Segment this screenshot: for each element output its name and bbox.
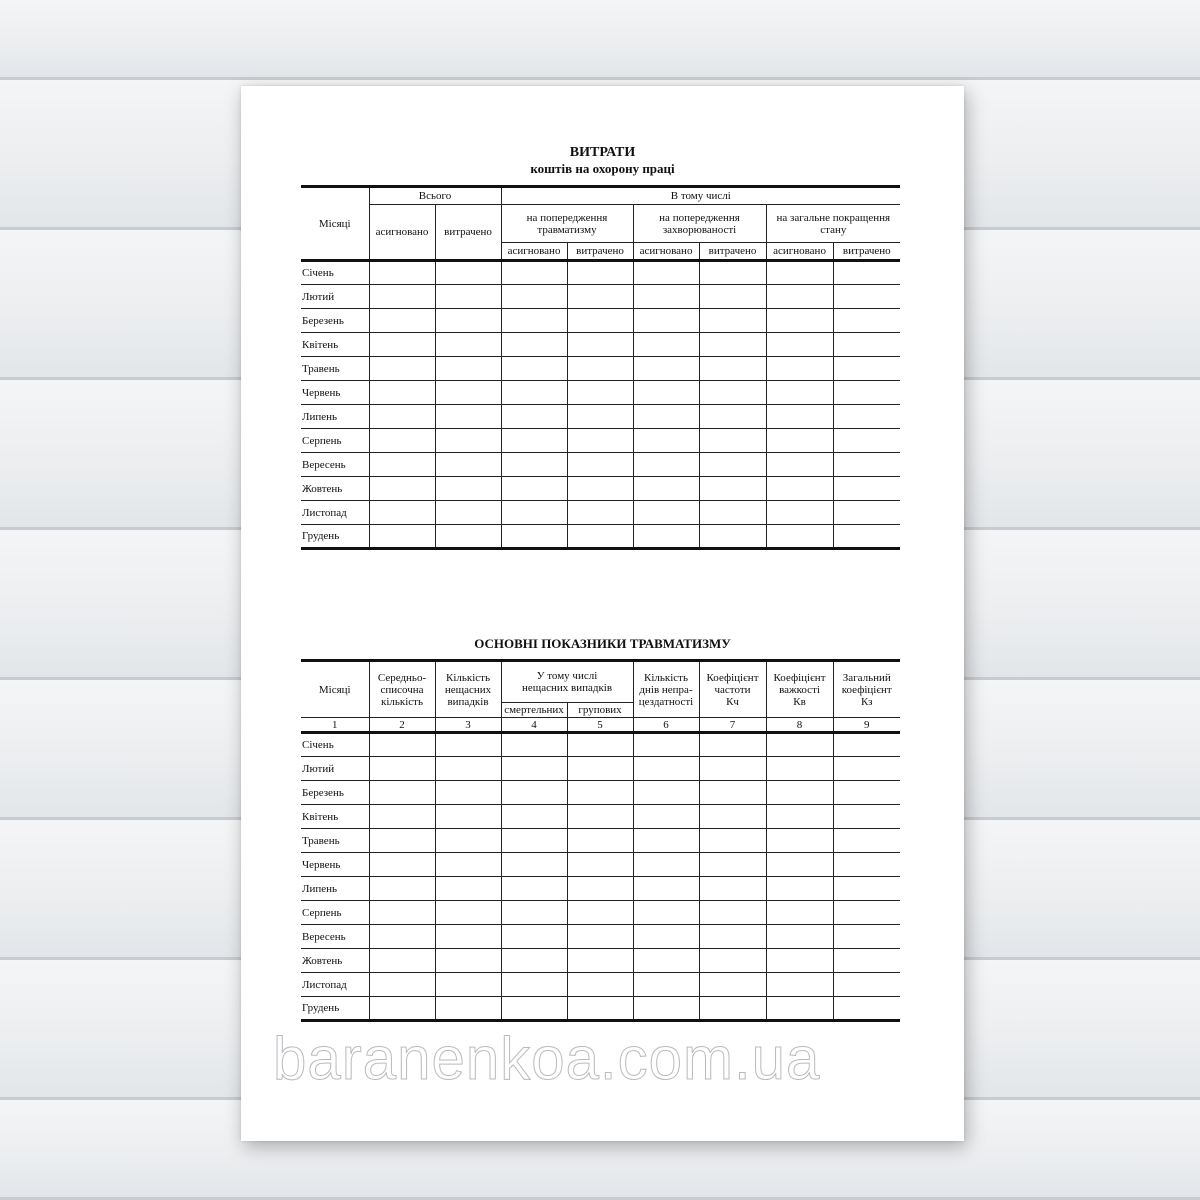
table-cell[interactable] (633, 757, 699, 781)
table-cell[interactable] (766, 877, 833, 901)
table-cell[interactable] (633, 781, 699, 805)
table-cell[interactable] (699, 973, 766, 997)
expenses-subtitle: коштів на охорону праці (530, 161, 675, 176)
table-cell[interactable] (369, 829, 435, 853)
month-label: Серпень (301, 429, 369, 453)
table-cell[interactable] (833, 285, 900, 309)
table-cell[interactable] (369, 877, 435, 901)
table-cell[interactable] (435, 309, 501, 333)
wood-plank (0, 0, 1200, 80)
header-severity-label: Коефіцієнт важкості (773, 671, 826, 696)
table-cell[interactable] (435, 829, 501, 853)
month-label: Лютий (301, 757, 369, 781)
month-label: Липень (301, 877, 369, 901)
table-cell[interactable] (633, 525, 699, 549)
table-cell[interactable] (833, 901, 900, 925)
table-row (301, 733, 900, 757)
column-number: 2 (369, 718, 435, 733)
month-label: Лютий (301, 285, 369, 309)
table-cell[interactable] (766, 429, 833, 453)
watermark: baranenkoa.com.ua (273, 1025, 821, 1092)
table-cell[interactable] (633, 429, 699, 453)
table-cell[interactable] (633, 381, 699, 405)
table-cell[interactable] (833, 525, 900, 549)
header-disease-allocated: асигновано (633, 243, 699, 261)
table-cell[interactable] (766, 901, 833, 925)
header-including-line1: У тому числі (536, 670, 598, 682)
header-group-disease: на попередження захворюваності (633, 205, 766, 243)
column-number: 4 (501, 718, 567, 733)
table-row (301, 829, 900, 853)
table-cell[interactable] (833, 949, 900, 973)
table-cell[interactable] (766, 501, 833, 525)
table-row (301, 949, 900, 973)
table-cell[interactable] (833, 781, 900, 805)
header-including-line2: нещасних випадків (521, 682, 613, 694)
table-cell[interactable] (766, 781, 833, 805)
header-injury-spent: витрачено (567, 243, 633, 261)
table-row (301, 477, 900, 501)
column-number: 7 (699, 718, 766, 733)
table-cell[interactable] (435, 477, 501, 501)
table-row (301, 381, 900, 405)
table-cell[interactable] (633, 733, 699, 757)
table-cell[interactable] (369, 901, 435, 925)
table-cell[interactable] (567, 901, 633, 925)
table-cell[interactable] (699, 309, 766, 333)
table-cell[interactable] (633, 925, 699, 949)
table-cell[interactable] (766, 525, 833, 549)
table-cell[interactable] (369, 757, 435, 781)
table-cell[interactable] (766, 261, 833, 285)
table-cell[interactable] (833, 501, 900, 525)
table-cell[interactable] (633, 997, 699, 1021)
month-label: Січень (301, 733, 369, 757)
table-cell[interactable] (833, 829, 900, 853)
table-cell[interactable] (633, 829, 699, 853)
table-row (301, 261, 900, 285)
table-cell[interactable] (833, 925, 900, 949)
table-cell[interactable] (699, 477, 766, 501)
month-label: Січень (301, 261, 369, 285)
table-cell[interactable] (369, 261, 435, 285)
header-disease-spent: витрачено (699, 243, 766, 261)
table-cell[interactable] (501, 477, 567, 501)
table-row (301, 997, 900, 1021)
table-cell[interactable] (699, 733, 766, 757)
table-cell[interactable] (833, 309, 900, 333)
header-months: Місяці (301, 187, 369, 261)
document-page (241, 86, 964, 1141)
header-frequency-symbol: Кч (726, 695, 739, 708)
table-cell[interactable] (501, 949, 567, 973)
header-total: Всього (369, 187, 501, 205)
month-label: Червень (301, 381, 369, 405)
table-row (301, 757, 900, 781)
table-cell[interactable] (699, 429, 766, 453)
table-cell[interactable] (699, 405, 766, 429)
table-cell[interactable] (699, 829, 766, 853)
table-cell[interactable] (501, 901, 567, 925)
column-number: 3 (435, 718, 501, 733)
table-cell[interactable] (699, 997, 766, 1021)
table-cell[interactable] (633, 949, 699, 973)
table-cell[interactable] (435, 525, 501, 549)
table-cell[interactable] (699, 261, 766, 285)
table-cell[interactable] (567, 781, 633, 805)
injury-table (301, 659, 900, 1022)
table-cell[interactable] (567, 525, 633, 549)
table-cell[interactable] (833, 973, 900, 997)
table-row (301, 853, 900, 877)
injury-table-body (301, 733, 900, 1021)
table-cell[interactable] (766, 997, 833, 1021)
table-cell[interactable] (435, 949, 501, 973)
table-cell[interactable] (369, 781, 435, 805)
month-label: Квітень (301, 805, 369, 829)
table-cell[interactable] (633, 973, 699, 997)
table-cell[interactable] (369, 285, 435, 309)
header-total-allocated: асигновано (369, 205, 435, 261)
month-label: Вересень (301, 453, 369, 477)
table-cell[interactable] (369, 733, 435, 757)
table-cell[interactable] (501, 877, 567, 901)
table-cell[interactable] (435, 877, 501, 901)
table-cell[interactable] (699, 285, 766, 309)
table-cell[interactable] (633, 805, 699, 829)
table-cell[interactable] (833, 381, 900, 405)
table-cell[interactable] (435, 757, 501, 781)
header-severity-coefficient (766, 661, 833, 718)
month-label: Жовтень (301, 477, 369, 501)
column-number: 5 (567, 718, 633, 733)
table-cell[interactable] (567, 333, 633, 357)
table-cell[interactable] (833, 429, 900, 453)
table-cell[interactable] (501, 501, 567, 525)
table-cell[interactable] (766, 925, 833, 949)
table-cell[interactable] (435, 501, 501, 525)
header-injury-allocated: асигновано (501, 243, 567, 261)
table-cell[interactable] (567, 733, 633, 757)
table-cell[interactable] (833, 997, 900, 1021)
table-cell[interactable] (435, 781, 501, 805)
table-cell[interactable] (435, 261, 501, 285)
table-row (301, 525, 900, 549)
table-cell[interactable] (501, 261, 567, 285)
header-severity-symbol: Кв (793, 695, 806, 708)
table-cell[interactable] (435, 357, 501, 381)
table-cell[interactable] (699, 805, 766, 829)
table-cell[interactable] (833, 477, 900, 501)
table-cell[interactable] (501, 829, 567, 853)
table-cell[interactable] (369, 381, 435, 405)
table-cell[interactable] (501, 381, 567, 405)
table-row (301, 877, 900, 901)
column-number: 1 (301, 718, 369, 733)
table-row (301, 357, 900, 381)
column-number: 8 (766, 718, 833, 733)
table-cell[interactable] (435, 973, 501, 997)
table-row (301, 405, 900, 429)
table-cell[interactable] (567, 949, 633, 973)
table-cell[interactable] (766, 477, 833, 501)
expenses-table-body (301, 261, 900, 549)
table-cell[interactable] (501, 453, 567, 477)
table-cell[interactable] (766, 453, 833, 477)
table-row (301, 333, 900, 357)
table-cell[interactable] (567, 877, 633, 901)
month-label: Серпень (301, 901, 369, 925)
table-cell[interactable] (567, 757, 633, 781)
header-average-headcount: Середньо-списочна кількість (369, 661, 435, 718)
table-cell[interactable] (435, 901, 501, 925)
table-cell[interactable] (633, 357, 699, 381)
table-cell[interactable] (833, 757, 900, 781)
table-cell[interactable] (435, 733, 501, 757)
table-cell[interactable] (501, 357, 567, 381)
table-cell[interactable] (435, 453, 501, 477)
table-cell[interactable] (567, 429, 633, 453)
table-cell[interactable] (699, 525, 766, 549)
table-cell[interactable] (501, 805, 567, 829)
table-cell[interactable] (766, 381, 833, 405)
table-cell[interactable] (699, 877, 766, 901)
table-cell[interactable] (633, 285, 699, 309)
table-cell[interactable] (633, 405, 699, 429)
header-group-general: на загальне покращення стану (766, 205, 900, 243)
header-including: В тому числі (501, 187, 900, 205)
table-cell[interactable] (369, 925, 435, 949)
header-including (501, 661, 633, 703)
month-label: Квітень (301, 333, 369, 357)
table-cell[interactable] (501, 973, 567, 997)
table-cell[interactable] (501, 925, 567, 949)
column-number: 6 (633, 718, 699, 733)
table-cell[interactable] (567, 381, 633, 405)
table-cell[interactable] (369, 333, 435, 357)
table-row (301, 925, 900, 949)
table-cell[interactable] (435, 381, 501, 405)
table-cell[interactable] (833, 853, 900, 877)
table-cell[interactable] (766, 357, 833, 381)
table-cell[interactable] (501, 853, 567, 877)
header-general-coefficient (833, 661, 900, 718)
table-cell[interactable] (633, 901, 699, 925)
table-cell[interactable] (766, 333, 833, 357)
table-cell[interactable] (833, 733, 900, 757)
month-label: Жовтень (301, 949, 369, 973)
table-cell[interactable] (369, 973, 435, 997)
table-cell[interactable] (633, 453, 699, 477)
table-cell[interactable] (567, 853, 633, 877)
expenses-title: ВИТРАТИ (569, 145, 636, 160)
table-cell[interactable] (501, 429, 567, 453)
table-cell[interactable] (501, 525, 567, 549)
table-cell[interactable] (501, 285, 567, 309)
table-row (301, 501, 900, 525)
table-cell[interactable] (766, 309, 833, 333)
table-cell[interactable] (766, 405, 833, 429)
table-cell[interactable] (501, 781, 567, 805)
table-cell[interactable] (567, 309, 633, 333)
table-cell[interactable] (501, 333, 567, 357)
table-cell[interactable] (369, 853, 435, 877)
table-cell[interactable] (567, 805, 633, 829)
table-cell[interactable] (699, 357, 766, 381)
table-row (301, 901, 900, 925)
table-cell[interactable] (633, 261, 699, 285)
column-number: 9 (833, 718, 900, 733)
table-cell[interactable] (833, 405, 900, 429)
table-cell[interactable] (567, 261, 633, 285)
month-label: Червень (301, 853, 369, 877)
table-cell[interactable] (699, 901, 766, 925)
table-cell[interactable] (699, 333, 766, 357)
table-cell[interactable] (435, 285, 501, 309)
table-cell[interactable] (435, 997, 501, 1021)
table-cell[interactable] (699, 853, 766, 877)
table-cell[interactable] (567, 285, 633, 309)
table-cell[interactable] (766, 829, 833, 853)
table-cell[interactable] (833, 261, 900, 285)
month-label: Травень (301, 357, 369, 381)
table-cell[interactable] (369, 357, 435, 381)
header-general-spent: витрачено (833, 243, 900, 261)
table-cell[interactable] (501, 997, 567, 1021)
table-row (301, 285, 900, 309)
table-cell[interactable] (766, 973, 833, 997)
table-cell[interactable] (633, 853, 699, 877)
header-fatal: смертельних (501, 703, 567, 718)
table-cell[interactable] (435, 925, 501, 949)
table-cell[interactable] (369, 405, 435, 429)
table-row (301, 781, 900, 805)
table-cell[interactable] (567, 925, 633, 949)
table-cell[interactable] (501, 733, 567, 757)
table-cell[interactable] (633, 477, 699, 501)
month-label: Березень (301, 781, 369, 805)
table-cell[interactable] (567, 973, 633, 997)
table-cell[interactable] (567, 453, 633, 477)
expenses-table (301, 185, 900, 550)
table-cell[interactable] (435, 805, 501, 829)
table-row (301, 453, 900, 477)
header-group: групових (567, 703, 633, 718)
month-label: Грудень (301, 997, 369, 1021)
table-cell[interactable] (369, 997, 435, 1021)
header-general-symbol: Кз (860, 695, 873, 708)
header-general-label: Загальний коефіцієнт (841, 671, 892, 696)
month-label: Вересень (301, 925, 369, 949)
table-cell[interactable] (699, 757, 766, 781)
header-frequency-label: Коефіцієнт частоти (706, 671, 759, 696)
month-label: Липень (301, 405, 369, 429)
table-cell[interactable] (369, 477, 435, 501)
table-cell[interactable] (766, 757, 833, 781)
table-cell[interactable] (633, 333, 699, 357)
table-row (301, 805, 900, 829)
month-label: Березень (301, 309, 369, 333)
month-label: Грудень (301, 525, 369, 549)
table-cell[interactable] (567, 477, 633, 501)
table-cell[interactable] (567, 829, 633, 853)
table-cell[interactable] (501, 405, 567, 429)
table-cell[interactable] (501, 757, 567, 781)
table-cell[interactable] (501, 309, 567, 333)
table-cell[interactable] (369, 525, 435, 549)
header-lost-days: Кількість днів непра-цездатності (633, 661, 699, 718)
table-cell[interactable] (699, 453, 766, 477)
month-label: Листопад (301, 501, 369, 525)
table-row (301, 429, 900, 453)
header-months: Місяці (301, 661, 369, 718)
table-cell[interactable] (833, 333, 900, 357)
table-cell[interactable] (633, 877, 699, 901)
header-group-injury: на попередження травматизму (501, 205, 633, 243)
table-cell[interactable] (833, 877, 900, 901)
table-cell[interactable] (435, 429, 501, 453)
header-total-spent: витрачено (435, 205, 501, 261)
table-cell[interactable] (833, 805, 900, 829)
header-general-allocated: асигновано (766, 243, 833, 261)
table-cell[interactable] (567, 357, 633, 381)
table-cell[interactable] (833, 453, 900, 477)
table-cell[interactable] (567, 501, 633, 525)
month-label: Травень (301, 829, 369, 853)
table-cell[interactable] (766, 853, 833, 877)
table-row (301, 973, 900, 997)
table-row (301, 309, 900, 333)
table-cell[interactable] (699, 949, 766, 973)
table-cell[interactable] (435, 333, 501, 357)
table-cell[interactable] (435, 853, 501, 877)
table-cell[interactable] (369, 429, 435, 453)
table-cell[interactable] (699, 501, 766, 525)
table-cell[interactable] (766, 805, 833, 829)
table-cell[interactable] (699, 381, 766, 405)
table-cell[interactable] (369, 453, 435, 477)
table-cell[interactable] (766, 733, 833, 757)
month-label: Листопад (301, 973, 369, 997)
table-cell[interactable] (369, 501, 435, 525)
table-cell[interactable] (633, 309, 699, 333)
table-cell[interactable] (699, 925, 766, 949)
header-accidents: Кількість нещасних випадків (435, 661, 501, 718)
table-cell[interactable] (369, 309, 435, 333)
table-cell[interactable] (633, 501, 699, 525)
table-cell[interactable] (369, 805, 435, 829)
table-cell[interactable] (567, 997, 633, 1021)
header-frequency-coefficient (699, 661, 766, 718)
table-cell[interactable] (766, 285, 833, 309)
table-cell[interactable] (567, 405, 633, 429)
table-cell[interactable] (435, 405, 501, 429)
table-cell[interactable] (699, 781, 766, 805)
table-cell[interactable] (369, 949, 435, 973)
table-cell[interactable] (833, 357, 900, 381)
table-cell[interactable] (766, 949, 833, 973)
injury-title: ОСНОВНІ ПОКАЗНИКИ ТРАВМАТИЗМУ (474, 636, 731, 651)
